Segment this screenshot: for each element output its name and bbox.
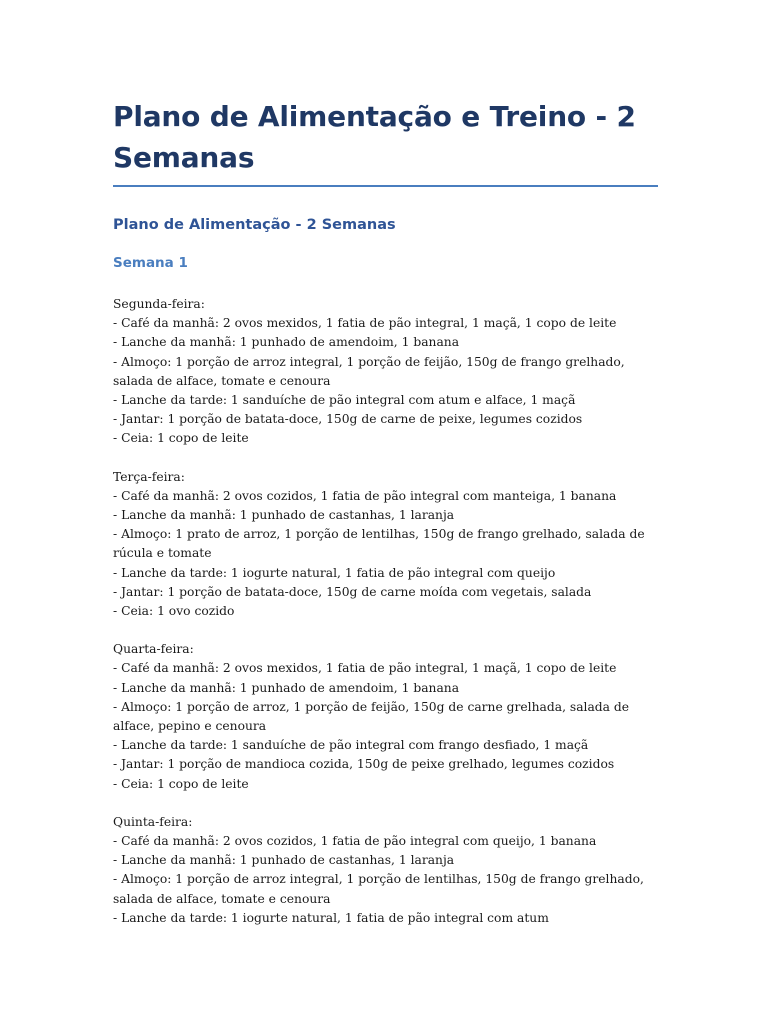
day-block [113,295,658,449]
meal-line: - Almoço: 1 porção de arroz, 1 porção de feijão, 150g de carne grelhada, salada de alface, pepino e cenoura [113,699,630,734]
meal-line: - Almoço: 1 prato de arroz, 1 porção de lentilhas, 150g de frango grelhado, salada de rúcula e tomate [113,527,645,561]
meal-line: - Ceia: 1 copo de leite [113,431,249,446]
days-list [113,295,658,928]
meal-line: - Lanche da manhã: 1 punhado de amendoim, 1 banana [113,680,460,695]
day-name: Quinta-feira: [113,814,193,829]
meal-line: - Almoço: 1 porção de arroz integral, 1 porção de lentilhas, 150g de frango grelhado, salada de alface, tomate e cenoura [113,872,644,906]
meal-line: - Lanche da manhã: 1 punhado de castanhas, 1 laranja [113,508,455,523]
day-block [113,813,658,928]
meal-line: - Lanche da tarde: 1 iogurte natural, 1 fatia de pão integral com atum [113,910,549,925]
day-block [113,468,658,622]
week-heading: Semana 1 [113,255,188,271]
meal-line: - Ceia: 1 ovo cozido [113,604,235,619]
meal-line: - Lanche da manhã: 1 punhado de castanhas, 1 laranja [113,853,455,868]
day-name: Quarta-feira: [113,642,194,657]
meal-line: - Café da manhã: 2 ovos mexidos, 1 fatia de pão integral, 1 maçã, 1 copo de leite [113,661,617,676]
document-title: Plano de Alimentação e Treino - 2 Semanas [113,96,658,187]
meal-line: - Jantar: 1 porção de batata-doce, 150g de carne de peixe, legumes cozidos [113,412,583,427]
meal-line: - Lanche da tarde: 1 sanduíche de pão integral com frango desfiado, 1 maçã [113,738,589,753]
meal-line: - Almoço: 1 porção de arroz integral, 1 porção de feijão, 150g de frango grelhado, salada de alface, tomate e cenoura [113,354,625,388]
meal-line: - Lanche da tarde: 1 iogurte natural, 1 fatia de pão integral com queijo [113,565,556,580]
meal-line: - Jantar: 1 porção de batata-doce, 150g de carne moída com vegetais, salada [113,584,592,599]
meal-line: - Café da manhã: 2 ovos mexidos, 1 fatia de pão integral, 1 maçã, 1 copo de leite [113,316,617,331]
meal-line: - Lanche da tarde: 1 sanduíche de pão integral com atum e alface, 1 maçã [113,393,576,408]
meal-line: - Lanche da manhã: 1 punhado de amendoim, 1 banana [113,335,460,350]
meal-line: - Jantar: 1 porção de mandioca cozida, 150g de peixe grelhado, legumes cozidos [113,757,615,772]
meal-line: - Café da manhã: 2 ovos cozidos, 1 fatia de pão integral com queijo, 1 banana [113,834,597,849]
meal-line: - Ceia: 1 copo de leite [113,776,249,791]
document-page [113,96,658,947]
meal-line: - Café da manhã: 2 ovos cozidos, 1 fatia de pão integral com manteiga, 1 banana [113,488,617,503]
section-heading: Plano de Alimentação - 2 Semanas [113,217,396,233]
day-name: Segunda-feira: [113,297,205,311]
day-block [113,640,658,794]
day-name: Terça-feira: [113,469,185,484]
